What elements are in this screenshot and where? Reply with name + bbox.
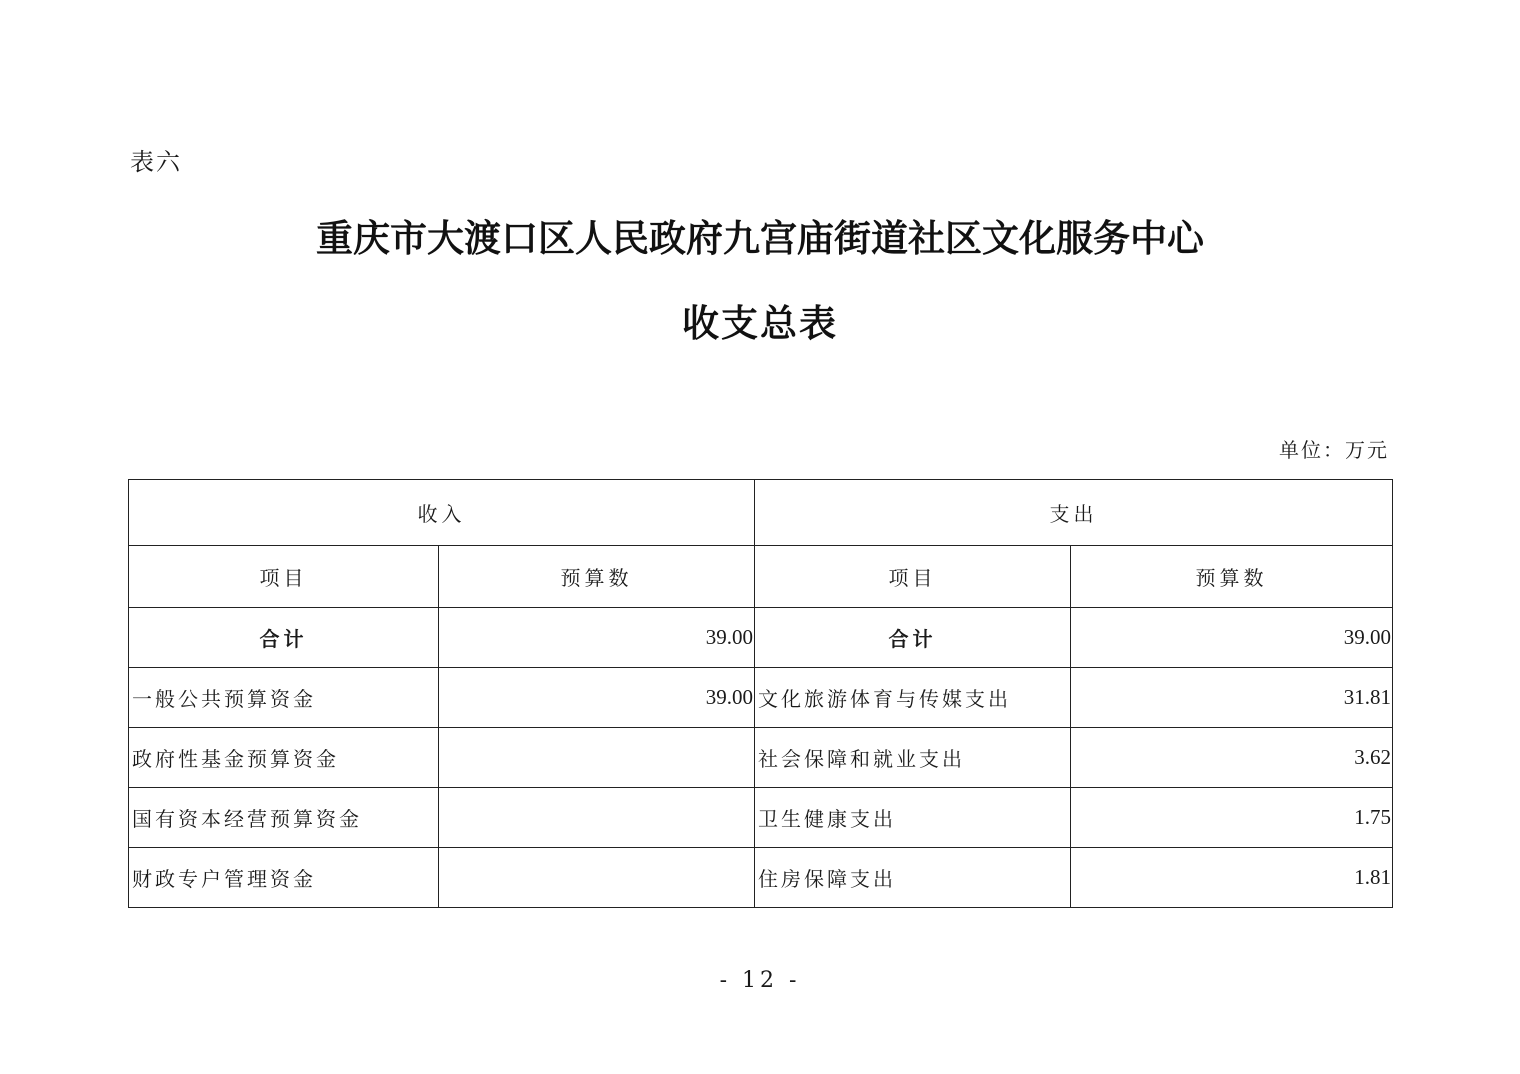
expense-value: 31.81 xyxy=(1071,668,1393,728)
expense-item: 卫生健康支出 xyxy=(755,788,1071,848)
total-row xyxy=(129,608,1393,668)
table-label: 表六 xyxy=(130,148,182,176)
page-number: - 12 - xyxy=(719,968,801,993)
unit-label: 单位：万元 xyxy=(1279,438,1389,462)
income-value xyxy=(439,788,755,848)
expense-total-label: 合计 xyxy=(755,608,1071,668)
expense-section-header: 支出 xyxy=(755,480,1393,546)
column-header-row xyxy=(129,546,1393,608)
income-item: 国有资本经营预算资金 xyxy=(129,788,439,848)
table-row xyxy=(129,788,1393,848)
income-budget-column-header: 预算数 xyxy=(439,546,755,608)
income-total-value: 39.00 xyxy=(439,608,755,668)
income-section-header: 收入 xyxy=(129,480,755,546)
income-item: 财政专户管理资金 xyxy=(129,848,439,908)
expense-item: 住房保障支出 xyxy=(755,848,1071,908)
expense-value: 3.62 xyxy=(1071,728,1393,788)
expense-total-value: 39.00 xyxy=(1071,608,1393,668)
expense-item: 社会保障和就业支出 xyxy=(755,728,1071,788)
expense-item: 文化旅游体育与传媒支出 xyxy=(755,668,1071,728)
section-header-row xyxy=(129,480,1393,546)
document-subtitle: 收支总表 xyxy=(682,302,838,345)
expense-value: 1.75 xyxy=(1071,788,1393,848)
income-item-column-header: 项目 xyxy=(129,546,439,608)
expense-value: 1.81 xyxy=(1071,848,1393,908)
income-value: 39.00 xyxy=(439,668,755,728)
budget-summary-table xyxy=(128,479,1393,908)
income-total-label: 合计 xyxy=(129,608,439,668)
income-item: 一般公共预算资金 xyxy=(129,668,439,728)
income-value xyxy=(439,728,755,788)
table-row xyxy=(129,668,1393,728)
table-row xyxy=(129,848,1393,908)
income-item: 政府性基金预算资金 xyxy=(129,728,439,788)
document-title: 重庆市大渡口区人民政府九宫庙街道社区文化服务中心 xyxy=(316,217,1204,260)
expense-item-column-header: 项目 xyxy=(755,546,1071,608)
income-value xyxy=(439,848,755,908)
expense-budget-column-header: 预算数 xyxy=(1071,546,1393,608)
table-row xyxy=(129,728,1393,788)
